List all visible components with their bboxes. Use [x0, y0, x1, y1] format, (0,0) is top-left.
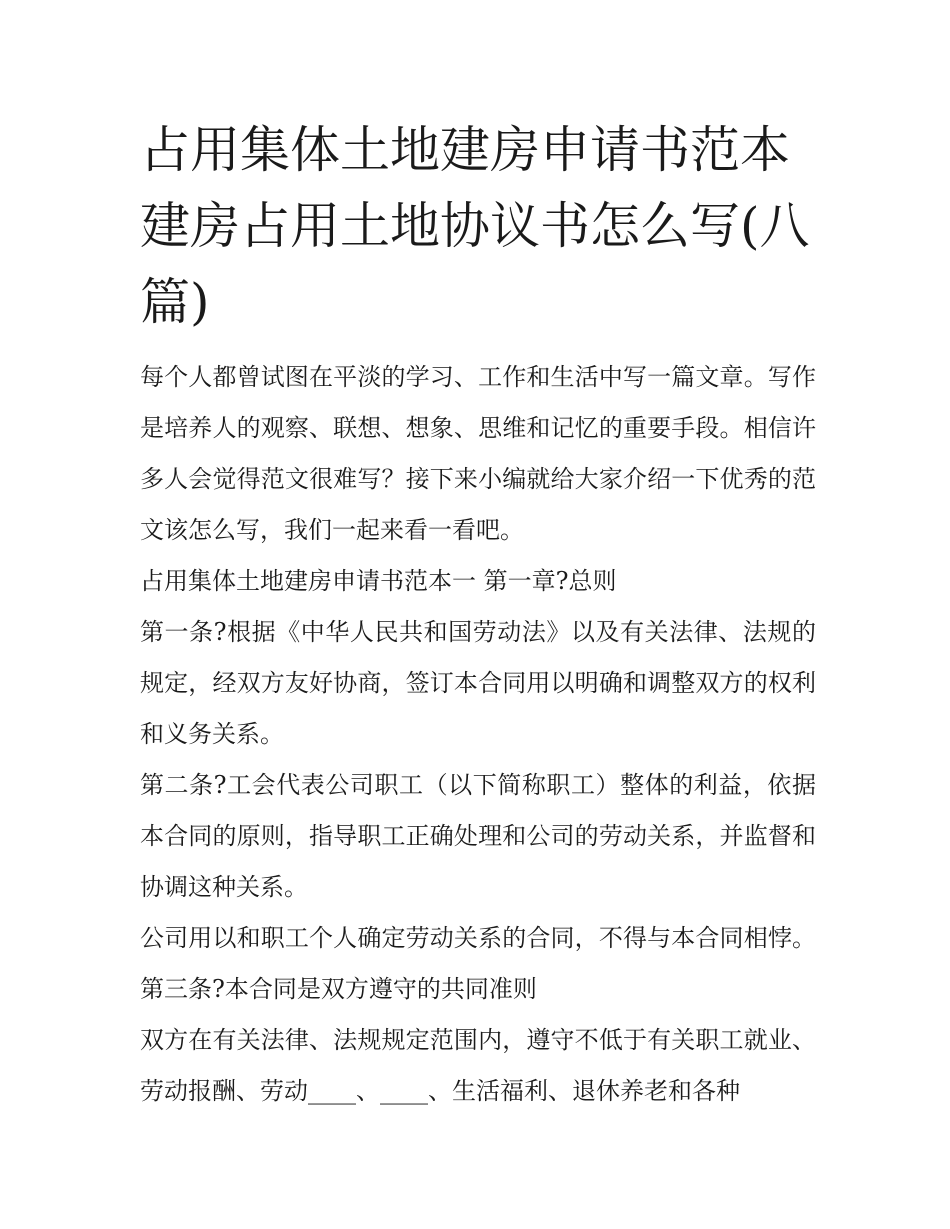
paragraph-chapter-heading: 占用集体土地建房申请书范本一 第一章?总则 [140, 567, 617, 595]
paragraph-article-3: 公司用以和职工个人确定劳动关系的合同，不得与本合同相悖。 第三条?本合同是双方遵守的共同准则 [140, 924, 816, 1003]
paragraph-intro: 每个人都曾试图在平淡的学习、工作和生活中写一篇文章。写作是培养人的观察、联想、想象、思维和记忆的重要手段。相信许多人会觉得范文很难写？接下来小编就给大家介绍一下优秀的范文该怎么写，我们一起来看一看吧。 [140, 363, 816, 544]
paragraph-article-1: 第一条?根据《中华人民共和国劳动法》以及有关法律、法规的规定，经双方友好协商，签订本合同用以明确和调整双方的权利和义务关系。 [140, 618, 816, 748]
document-body [140, 352, 816, 1117]
document-title: 占用集体土地建房申请书范本 建房占用土地协议书怎么写(八篇) [140, 121, 810, 331]
paragraph-scope: 双方在有关法律、法规规定范围内，遵守不低于有关职工就业、劳动报酬、劳动____、____、生活福利、退休养老和各种 [140, 1026, 816, 1105]
paragraph-article-2: 第二条?工会代表公司职工（以下简称职工）整体的利益，依据本合同的原则，指导职工正确处理和公司的劳动关系，并监督和协调这种关系。 [140, 771, 816, 901]
